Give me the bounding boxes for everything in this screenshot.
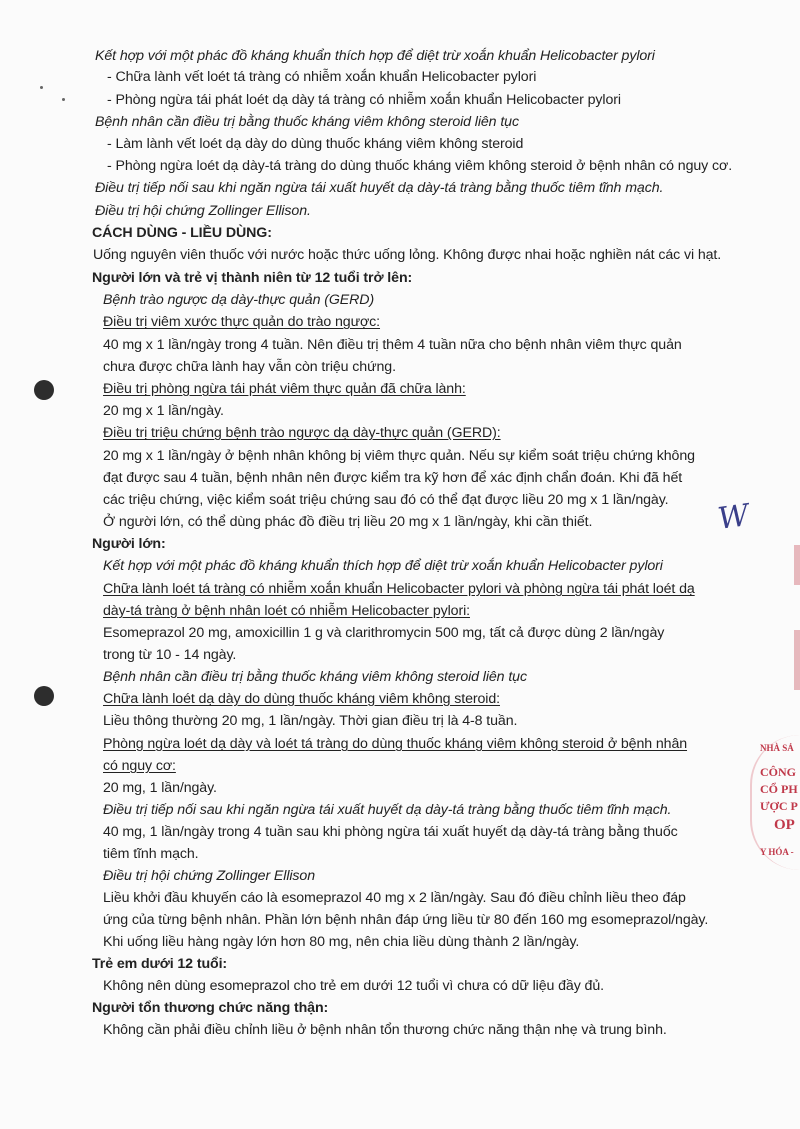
text-line: - Phòng ngừa loét dạ dày-tá tràng do dùng thuốc kháng viêm không steroid ở bệnh nhân có nguy cơ. (107, 158, 733, 174)
text-line: Esomeprazol 20 mg, amoxicillin 1 g và clarithromycin 500 mg, tất cả được dùng 2 lần/ngày (103, 625, 665, 641)
text-line: Điều trị hội chứng Zollinger Ellison (103, 868, 315, 884)
text-line: Bệnh nhân cần điều trị bằng thuốc kháng viêm không steroid liên tục (103, 669, 527, 685)
section-heading: Người lớn và trẻ vị thành niên từ 12 tuổi trở lên: (92, 270, 413, 286)
text-line: Không cần phải điều chỉnh liều ở bệnh nhân tổn thương chức năng thận nhẹ và trung bình. (103, 1022, 667, 1038)
subsection-heading: dày-tá tràng ở bệnh nhân loét có nhiễm Helicobacter pylori: (103, 603, 470, 619)
text-line: Điều trị tiếp nối sau khi ngăn ngừa tái xuất huyết dạ dày-tá tràng bằng thuốc tiêm tĩnh mạch. (103, 802, 672, 818)
stamp-line: Y HÓA - (760, 847, 794, 857)
section-heading: Trẻ em dưới 12 tuổi: (92, 956, 228, 972)
text-line: 20 mg x 1 lần/ngày. (103, 403, 224, 419)
subsection-heading: Phòng ngừa loét dạ dày và loét tá tràng do dùng thuốc kháng viêm không steroid ở bệnh nhân (103, 736, 688, 752)
subsection-heading: Điều trị phòng ngừa tái phát viêm thực quản đã chữa lành: (103, 381, 466, 397)
subsection-heading: Điều trị triệu chứng bệnh trào ngược dạ dày-thực quản (GERD): (103, 425, 501, 441)
text-line: Không nên dùng esomeprazol cho trẻ em dưới 12 tuổi vì chưa có dữ liệu đầy đủ. (103, 978, 604, 994)
section-heading: Người tổn thương chức năng thận: (92, 1000, 329, 1016)
text-line: - Làm lành vết loét dạ dày do dùng thuốc kháng viêm không steroid (107, 136, 524, 152)
company-stamp (750, 735, 800, 870)
text-line: - Chữa lành vết loét tá tràng có nhiễm xoắn khuẩn Helicobacter pylori (107, 69, 537, 85)
text-line: Liều thông thường 20 mg, 1 lần/ngày. Thời gian điều trị là 4-8 tuần. (103, 713, 518, 729)
text-line: 20 mg x 1 lần/ngày ở bệnh nhân không bị viêm thực quản. Nếu sự kiểm soát triệu chứng không (103, 448, 695, 464)
red-edge-mark (794, 545, 800, 585)
text-line: Liều khởi đầu khuyến cáo là esomeprazol 40 mg x 2 lần/ngày. Sau đó điều chỉnh liều theo đáp (103, 890, 686, 906)
section-heading: CÁCH DÙNG - LIỀU DÙNG: (92, 225, 272, 241)
text-line: các triệu chứng, việc kiểm soát triệu chứng sau đó có thể đạt được liều 20 mg x 1 lần/ngày. (103, 492, 669, 508)
text-line: Điều trị hội chứng Zollinger Ellison. (95, 203, 311, 219)
text-line: tiêm tĩnh mạch. (103, 846, 199, 862)
text-line: chưa được chữa lành hay vẫn còn triệu chứng. (103, 359, 396, 375)
text-line: đạt được sau 4 tuần, bệnh nhân nên được kiểm tra kỹ hơn để xác định chẩn đoán. Khi đã hết (103, 470, 683, 486)
text-line: Bệnh nhân cần điều trị bằng thuốc kháng viêm không steroid liên tục (95, 114, 519, 130)
stamp-line: CỔ PH (760, 782, 798, 796)
subsection-heading: Điều trị viêm xước thực quản do trào ngược: (103, 314, 381, 330)
text-line: Kết hợp với một phác đồ kháng khuẩn thích hợp để diệt trừ xoắn khuẩn Helicobacter pylori (103, 558, 663, 574)
text-line: - Phòng ngừa tái phát loét dạ dày tá tràng có nhiễm xoắn khuẩn Helicobacter pylori (107, 92, 621, 108)
text-line: Điều trị tiếp nối sau khi ngăn ngừa tái xuất huyết dạ dày-tá tràng bằng thuốc tiêm tĩnh mạch. (95, 180, 664, 196)
subsection-heading: có nguy cơ: (103, 758, 176, 774)
punch-hole-top (34, 380, 54, 400)
subsection-heading: Chữa lành loét dạ dày do dùng thuốc kháng viêm không steroid: (103, 691, 500, 707)
stamp-line: CÔNG (760, 765, 796, 779)
text-line: 20 mg, 1 lần/ngày. (103, 780, 217, 796)
text-line: 40 mg x 1 lần/ngày trong 4 tuần. Nên điều trị thêm 4 tuần nữa cho bệnh nhân viêm thực quản (103, 337, 682, 353)
text-line: Kết hợp với một phác đồ kháng khuẩn thích hợp để diệt trừ xoắn khuẩn Helicobacter pylori (95, 48, 655, 64)
punch-hole-bottom (34, 686, 54, 706)
text-line: Uống nguyên viên thuốc với nước hoặc thức uống lỏng. Không được nhai hoặc nghiền nát các vi hạt. (93, 247, 722, 263)
speck (62, 98, 65, 101)
speck (40, 86, 43, 89)
stamp-line: NHÀ SẢ (760, 743, 794, 753)
text-line: Bệnh trào ngược dạ dày-thực quản (GERD) (103, 292, 375, 308)
subsection-heading: Chữa lành loét tá tràng có nhiễm xoắn khuẩn Helicobacter pylori và phòng ngừa tái phát loét dạ (103, 581, 695, 597)
section-heading: Người lớn: (92, 536, 166, 552)
text-line: ứng của từng bệnh nhân. Phần lớn bệnh nhân đáp ứng liều từ 80 đến 160 mg esomeprazol/ngày. (103, 912, 709, 928)
text-line: 40 mg, 1 lần/ngày trong 4 tuần sau khi phòng ngừa tái xuất huyết dạ dày-tá tràng bằng thuốc (103, 824, 678, 840)
text-line: Ở người lớn, có thể dùng phác đồ điều trị liều 20 mg x 1 lần/ngày, khi cần thiết. (103, 514, 593, 530)
stamp-line: ƯỢC P (760, 799, 798, 813)
red-edge-mark (794, 630, 800, 690)
text-line: trong từ 10 - 14 ngày. (103, 647, 237, 663)
handwritten-signature: W (715, 498, 752, 537)
text-line: Khi uống liều hàng ngày lớn hơn 80 mg, nên chia liều dùng thành 2 lần/ngày. (103, 934, 580, 950)
stamp-line: OP (774, 817, 795, 833)
